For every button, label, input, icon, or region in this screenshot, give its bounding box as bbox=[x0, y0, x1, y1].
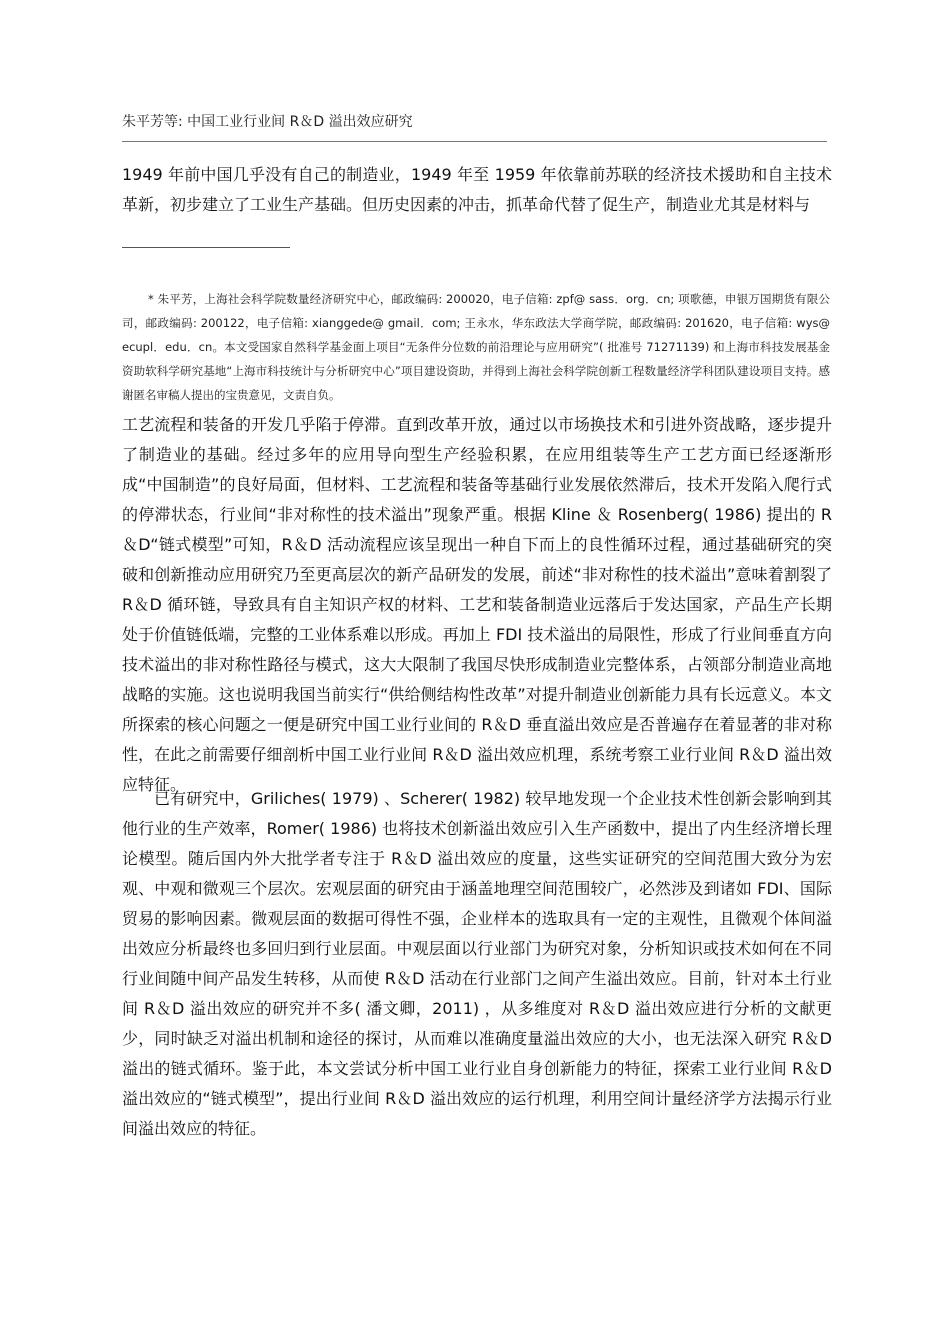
body-paragraph-2: 工艺流程和装备的开发几乎陷于停滞。直到改革开放，通过以市场换技术和引进外资战略，逐步提升了制造业的基础。经过多年的应用导向型生产经验积累，在应用组装等生产工艺方面已经逐渐形成“中国制造”的良好局面，但材料、工艺流程和装备等基础行业发展依然滞后，技术开发陷入爬行式的停滞状态，行业间“非对称性的技术溢出”现象严重。根据 Kline ＆ Rosenberg( 1986) 提出的 R＆D“链式模型”可知，R＆D 活动流程应该呈现出一种自下而上的良性循环过程，通过基础研究的突破和创新推动应用研究乃至更高层次的新产品研发的发展，前述“非对称性的技术溢出”意味着割裂了 R＆D 循环链，导致具有自主知识产权的材料、工艺和装备制造业远落后于发达国家，产品生产长期处于价值链低端，完整的工业体系难以形成。再加上 FDI 技术溢出的局限性，形成了行业间垂直方向技术溢出的非对称性路径与模式，这大大限制了我国尽快形成制造业完整体系，占领部分制造业高地战略的实施。这也说明我国当前实行“供给侧结构性改革”对提升制造业创新能力具有长远意义。本文所探索的核心问题之一便是研究中国工业行业间的 R＆D 垂直溢出效应是否普遍存在着显著的非对称性，在此之前需要仔细剖析中国工业行业间 R＆D 溢出效应机理，系统考察工业行业间 R＆D 溢出效应特征。 bbox=[122, 415, 832, 794]
running-header: 朱平芳等: 中国工业行业间 R＆D 溢出效应研究 bbox=[122, 112, 827, 142]
author-footnote: * 朱平芳，上海社会科学院数量经济研究中心，邮政编码: 200020，电子信箱: zpf@ sass．org．cn; 项歌德，申银万国期货有限公司，邮政编码: 200122，电子信箱: xianggede@ gmail．com; 王永水，华东政法大学商学院，邮政编码: 201620，电子信箱: wys@ ecupl．edu．cn。本文受国家自然科学基金面上项目“无条件分位数的前沿理论与应用研究”( 批准号 71271139) 和上海市科技发展基金资助软科学研究基地“上海市科技统计与分析研究中心”项目建设资助，并得到上海社会科学院创新工程数量经济学科团队建设项目支持。感谢匿名审稿人提出的宝贵意见，文责自负。 bbox=[122, 292, 830, 402]
body-paragraph-1: 1949 年前中国几乎没有自己的制造业，1949 年至 1959 年依靠前苏联的经济技术援助和自主技术革新，初步建立了工业生产基础。但历史因素的冲击，抓革命代替了促生产，制造业尤其是材料与 bbox=[122, 165, 832, 214]
body-paragraph-3: 已有研究中，Griliches( 1979) 、Scherer( 1982) 较早地发现一个企业技术性创新会影响到其他行业的生产效率，Romer( 1986) 也将技术创新溢出效应引入生产函数中，提出了内生经济增长理论模型。随后国内外大批学者专注于 R＆D 溢出效应的度量，这些实证研究的空间范围大致分为宏观、中观和微观三个层次。宏观层面的研究由于涵盖地理空间范围较广，必然涉及到诸如 FDI、国际贸易的影响因素。微观层面的数据可得性不强，企业样本的选取具有一定的主观性，且微观个体间溢出效应分析最终也多回归到行业层面。中观层面以行业部门为研究对象，分析知识或技术如何在不同行业间随中间产品发生转移，从而使 R＆D 活动在行业部门之间产生溢出效应。目前，针对本土行业间 R＆D 溢出效应的研究并不多( 潘文卿，2011) ，从多维度对 R＆D 溢出效应进行分析的文献更少，同时缺乏对溢出机制和途径的探讨，从而难以准确度量溢出效应的大小，也无法深入研究 R＆D 溢出的链式循环。鉴于此，本文尝试分析中国工业行业自身创新能力的特征，探索工业行业间 R＆D 溢出效应的“链式模型”，提出行业间 R＆D 溢出效应的运行机理，利用空间计量经济学方法揭示行业间溢出效应的特征。 bbox=[122, 789, 832, 1138]
footnote-divider bbox=[122, 247, 290, 248]
